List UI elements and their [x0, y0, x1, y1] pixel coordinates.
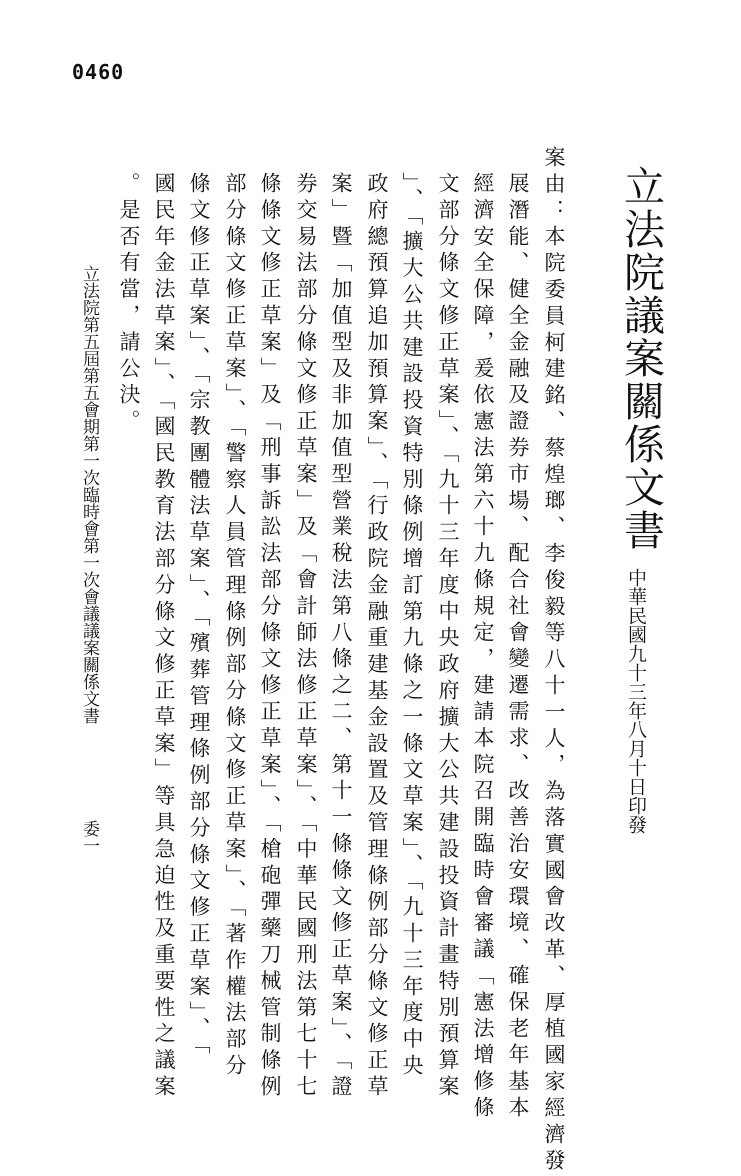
page-label: 委一	[79, 820, 99, 854]
body-column: 條文修正草案」、「宗教團體法草案」、「殯葬管理條例部分條文修正草案」、「	[187, 172, 211, 1060]
body-column: 展潛能、健全金融及證券市場、配合社會變遷需求、改善治安環境、確保老年基本	[506, 172, 530, 1123]
footer-text: 立法院第五屆第五會期第一次臨時會第一次會議議案關係文書	[79, 265, 99, 724]
print-date: 中華民國九十三年八月十日印發	[625, 568, 647, 834]
body-column: 經濟安全保障，爰依憲法第六十九條規定，建請本院召開臨時會審議「憲法增修條	[471, 172, 495, 1123]
page-number: 0460	[72, 60, 125, 84]
body-column: 國民年金法草案」、「國民教育法部分條文修正草案」等具急迫性及重要性之議案	[152, 172, 176, 1102]
document-title: 立法院議案關係文書	[617, 165, 665, 552]
body-column: 政府總預算追加預算案」、「行政院金融重建基金設置及管理條例部分條文修正草	[365, 172, 389, 1102]
body-column: 文部分條文修正草案」、「九十三年度中央政府擴大公共建設投資計畫特別預算案	[436, 172, 460, 1102]
body-column: 部分條文修正草案」、「警察人員管理條例部分條文修正草案」、「著作權法部分	[223, 172, 247, 1081]
body-column: 券交易法部分條文修正草案」及「會計師法修正草案」、「中華民國刑法第七十七	[294, 172, 318, 1102]
body-column: 案」暨「加值型及非加值型營業稅法第八條之二、第十一條條文修正草案」、「證	[329, 172, 353, 1102]
body-column: 」、「擴大公共建設投資特別條例增訂第九條之一條文草案」、「九十三年度中央	[400, 172, 424, 1081]
body-column: 案由：本院委員柯建銘、蔡煌瑯、李俊毅等八十一人，為落實國會改革、厚植國家經濟發	[542, 146, 566, 1176]
body-column: 條條文修正草案」及「刑事訴訟法部分條文修正草案」、「槍砲彈藥刀械管制條例	[258, 172, 282, 1102]
body-column: 。是否有當，請公決。	[117, 172, 141, 436]
